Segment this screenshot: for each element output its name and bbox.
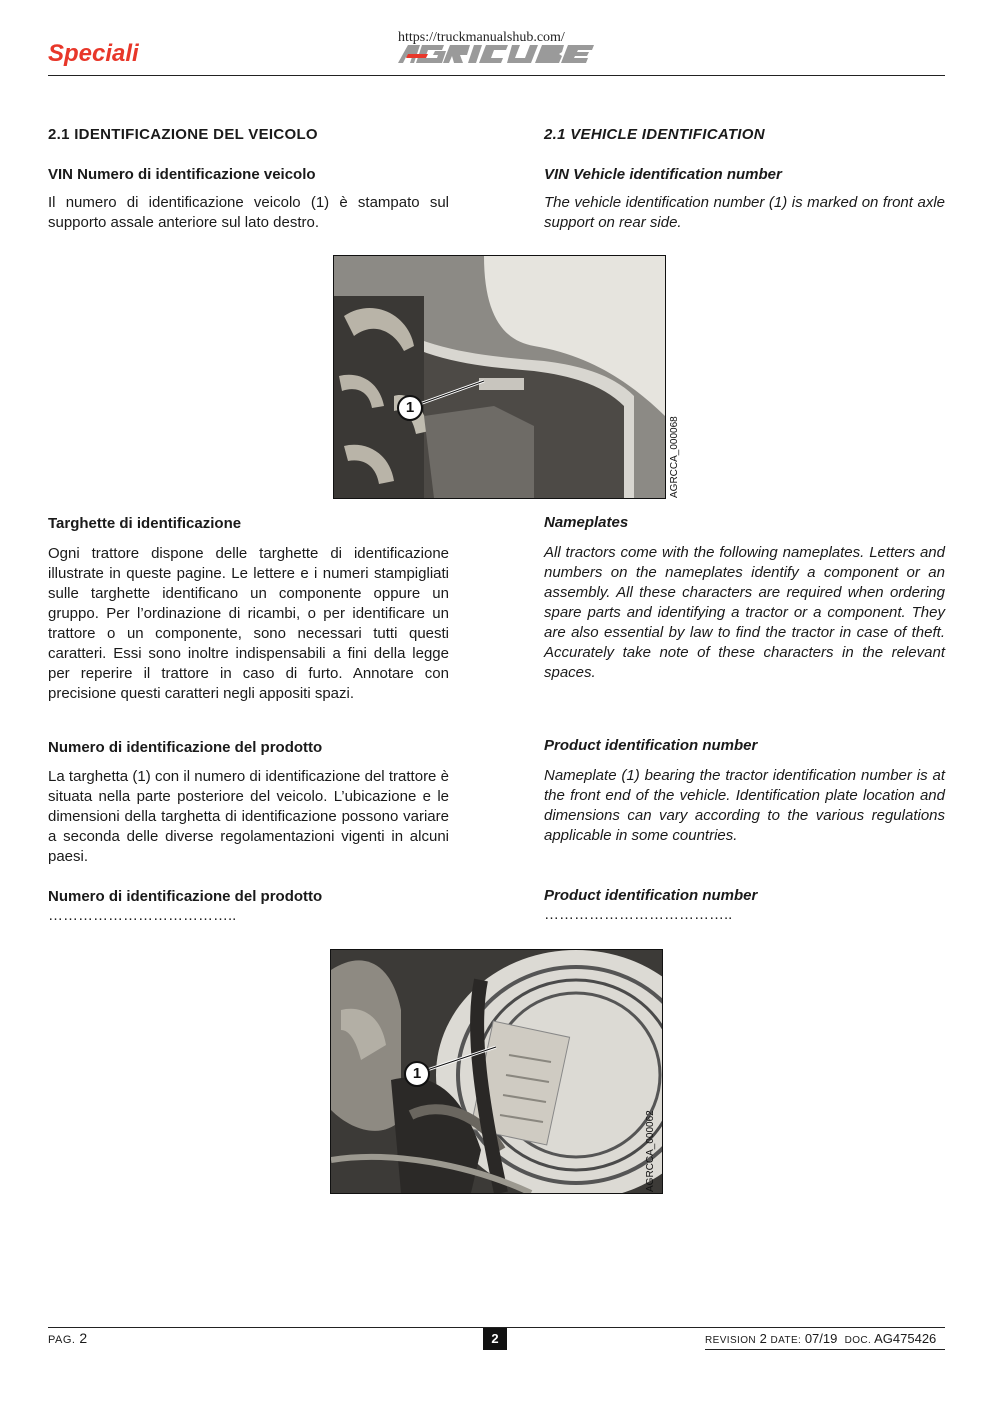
- en-pin-text: Nameplate (1) bearing the tractor identification number is at the front end of the vehicle. Identification plate location and dimensions can vary according to the various regulations applicable in some countries.: [544, 767, 945, 844]
- date-value: 07/19: [804, 1331, 838, 1346]
- figure-vin-photo: [333, 255, 666, 499]
- revision-value: 2: [759, 1331, 767, 1346]
- en-pin-title: Product identification number: [544, 737, 758, 754]
- footer-rule-right: [705, 1349, 945, 1350]
- header-rule: [48, 75, 945, 76]
- vin-photo-drawing: [334, 256, 665, 498]
- pag-number: 2: [79, 1330, 88, 1346]
- it-pin-title: Numero di identificazione del prodotto: [48, 739, 323, 756]
- revision-label: REVISION: [705, 1335, 756, 1346]
- fig1-code: AGRCCA_000068: [669, 416, 680, 498]
- brand-logo: [394, 45, 598, 63]
- doc-label: DOC.: [844, 1335, 872, 1346]
- it-vin-text: Il numero di identificazione veicolo (1) è stampato sul supporto assale anteriore sul lato destro.: [48, 194, 449, 231]
- it-pin-title-2: Numero di identificazione del prodotto: [48, 888, 323, 905]
- en-vin-text: The vehicle identification number (1) is marked on front axle support on rear side.: [544, 194, 945, 231]
- date-label: DATE:: [770, 1335, 802, 1346]
- it-section-heading: 2.1 IDENTIFICAZIONE DEL VEICOLO: [48, 126, 318, 143]
- en-nameplates-title: Nameplates: [544, 514, 629, 531]
- doc-value: AG475426: [874, 1331, 937, 1346]
- en-pin-title-2: Product identification number: [544, 887, 758, 904]
- it-vin-title: VIN Numero di identificazione veicolo: [48, 166, 316, 183]
- footer-revision: [705, 1331, 936, 1346]
- footer-page: [48, 1330, 87, 1346]
- en-pin-blank: ………………………………..: [544, 906, 733, 923]
- pag-label: PAG.: [48, 1334, 76, 1346]
- fig1-callout-1: 1: [397, 395, 423, 421]
- fig2-callout-1: 1: [404, 1061, 430, 1087]
- en-nameplates-text: All tractors come with the following nameplates. Letters and numbers on the nameplates identify a component or an assembly. All these characters are required when ordering spare parts and identifying a tractor or a component. They are also essential by law to find the tractor in case of theft. Accurately take note of these characters in the relevant spaces.: [544, 544, 945, 681]
- section-title: Speciali: [48, 40, 139, 67]
- en-vin-title: VIN Vehicle identification number: [544, 166, 782, 183]
- it-pin-blank: ………………………………..: [48, 907, 237, 924]
- page-number-box: 2: [483, 1328, 507, 1350]
- fig2-code: AGRCCA_000062: [645, 1110, 656, 1192]
- source-url: https://truckmanualshub.com/: [398, 30, 565, 45]
- en-section-heading: 2.1 VEHICLE IDENTIFICATION: [544, 126, 765, 143]
- nameplate-photo-drawing: [331, 950, 662, 1193]
- it-nameplates-title: Targhette di identificazione: [48, 515, 242, 532]
- it-nameplates-text: Ogni trattore dispone delle targhette di identificazione illustrate in queste pagine. Le lettere e i numeri stampigliati sulle targhette identificano un componente oppure un gruppo. Per l’ordinazione di ricambi, o per identificare un trattore o un componente, sono necessari tutti questi caratteri. Essi sono inoltre indispensabili a fini della legge per reperire il trattore in caso di furto. Annotare con precisione questi caratteri negli appositi spazi.: [48, 545, 449, 702]
- it-pin-text: La targhetta (1) con il numero di identificazione del trattore è situata nella parte posteriore del veicolo. L’ubicazione e le dimensioni della targhetta di identificazione possono variare a seconda delle diverse regolamentazioni vigenti in alcuni paesi.: [48, 768, 449, 865]
- figure-nameplate-photo: [330, 949, 663, 1194]
